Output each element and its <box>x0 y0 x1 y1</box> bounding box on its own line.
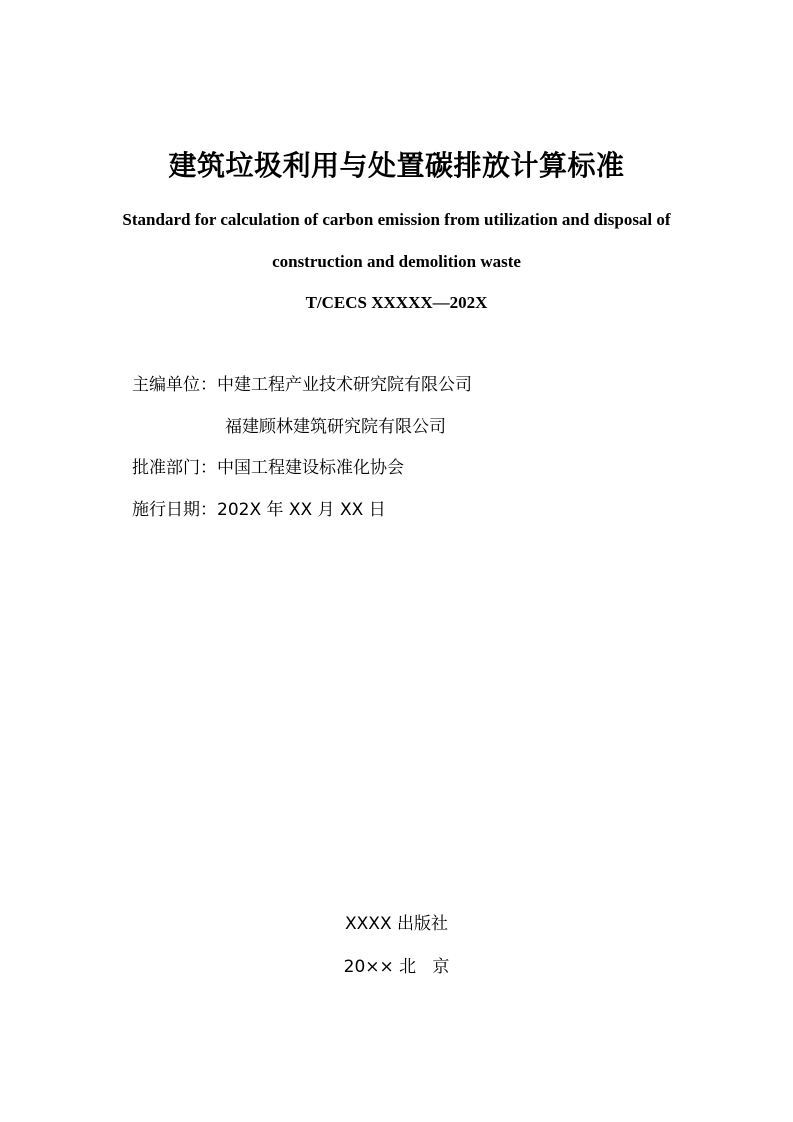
approval-department: 中国工程建设标准化协会 <box>217 458 404 478</box>
publisher-name: XXXX 出版社 <box>345 914 448 934</box>
chief-editor-row <box>132 372 472 398</box>
standard-code: T/CECS XXXXX—202X <box>305 293 488 312</box>
effective-date-label: 施行日期： <box>132 500 217 520</box>
document-title-english-line-1: Standard for calculation of carbon emission from utilization and disposal of <box>122 210 671 229</box>
document-title-chinese: 建筑垃圾利用与处置碳排放计算标准 <box>168 149 625 182</box>
chief-editor-row-2 <box>225 414 446 440</box>
approval-label: 批准部门： <box>132 458 217 478</box>
publication-place-year: 20×× 北 京 <box>343 957 450 977</box>
chief-editor-label: 主编单位： <box>132 375 217 395</box>
document-title-english-line-2: construction and demolition waste <box>272 252 521 271</box>
effective-date-row <box>132 497 386 523</box>
approval-row <box>132 455 404 481</box>
effective-date-value: 202X 年 XX 月 XX 日 <box>217 500 386 520</box>
chief-editor-unit-1: 中建工程产业技术研究院有限公司 <box>217 375 472 395</box>
chief-editor-unit-2: 福建顾林建筑研究院有限公司 <box>225 417 446 437</box>
